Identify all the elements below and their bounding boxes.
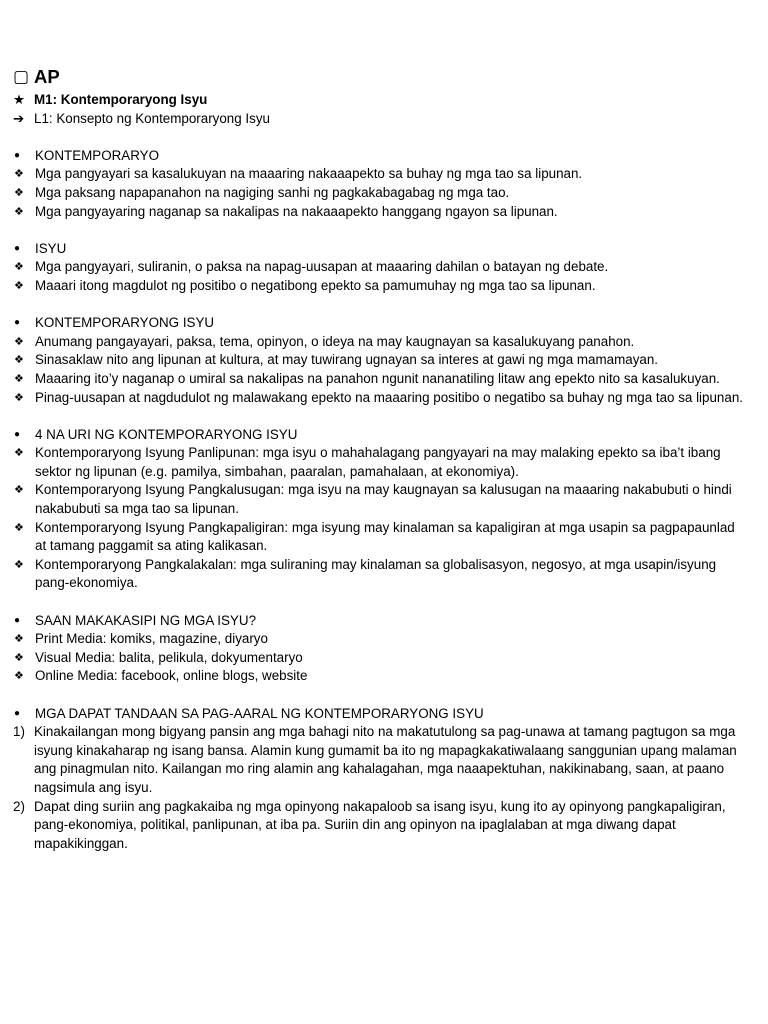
module-title: M1: Kontemporaryong Isyu bbox=[34, 92, 208, 107]
list-item-text: Kontemporaryong Isyung Pangkalusugan: mga isyu na may kaugnayan sa kalusugan na maaaring nakabubuti o hindi nakabubuti sa mga tao sa lipunan. bbox=[35, 482, 736, 517]
document-title: AP bbox=[34, 66, 60, 87]
list-item-text: Maaari itong magdulot ng positibo o negatibong epekto sa pamumuhay ng mga tao sa lipunan. bbox=[35, 277, 596, 293]
diamond-bullet-icon: ❖ bbox=[14, 261, 24, 274]
list-item bbox=[13, 184, 748, 203]
bullet-icon: ● bbox=[14, 428, 21, 440]
diamond-bullet-icon: ❖ bbox=[14, 186, 24, 199]
list-item bbox=[13, 649, 748, 668]
numbered-item bbox=[13, 723, 748, 797]
diamond-bullet-icon: ❖ bbox=[14, 670, 24, 683]
section-isyu bbox=[13, 240, 748, 296]
section-heading-row bbox=[13, 426, 748, 445]
list-item-text: Kontemporaryong Isyung Pangkapaligiran: mga isyung may kinalaman sa kapaligiran at mga usapin sa pagpapaunlad at tamang paggamit sa ating kalikasan. bbox=[35, 519, 739, 554]
section-heading: 4 NA URI NG KONTEMPORARYONG ISYU bbox=[35, 426, 298, 442]
section-heading: KONTEMPORARYO bbox=[35, 147, 160, 163]
star-icon: ★ bbox=[13, 92, 26, 107]
diamond-bullet-icon: ❖ bbox=[14, 168, 24, 181]
list-item bbox=[13, 165, 748, 184]
list-item-text: Visual Media: balita, pelikula, dokyumentaryo bbox=[35, 649, 303, 665]
diamond-bullet-icon: ❖ bbox=[14, 484, 24, 497]
diamond-bullet-icon: ❖ bbox=[14, 335, 24, 348]
section-heading-row bbox=[13, 240, 748, 259]
section-heading: ISYU bbox=[35, 240, 67, 256]
module-row bbox=[13, 91, 748, 110]
list-item-text: Pinag-uusapan at nagdudulot ng malawakang epekto na maaaring positibo o negatibo sa buhay ng mga tao sa lipunan. bbox=[35, 389, 743, 405]
diamond-bullet-icon: ❖ bbox=[14, 354, 24, 367]
list-item bbox=[13, 258, 748, 277]
diamond-bullet-icon: ❖ bbox=[14, 651, 24, 664]
list-item bbox=[13, 203, 748, 222]
section-kontemporaryong-isyu bbox=[13, 314, 748, 407]
item-number: 1) bbox=[13, 724, 25, 740]
list-item-text: Anumang pangayayari, paksa, tema, opinyon, o ideya na may kaugnayan sa kasalukuyang panahon. bbox=[35, 333, 635, 349]
section-kontemporaryo bbox=[13, 147, 748, 221]
list-item-text: Kontemporaryong Isyung Panlipunan: mga isyu o mahahalagang pangyayari na may malaking epekto sa iba’t ibang sektor ng lipunan (e.g. pamilya, simbahan, paaralan, pamahalaan, at ekonomiya). bbox=[35, 445, 725, 479]
lesson-title: L1: Konsepto ng Kontemporaryong Isyu bbox=[34, 110, 270, 126]
bullet-icon: ● bbox=[14, 317, 21, 329]
list-item-text: Online Media: facebook, online blogs, website bbox=[35, 668, 308, 684]
diamond-bullet-icon: ❖ bbox=[14, 372, 24, 385]
section-dapat-tandaan bbox=[13, 705, 748, 854]
checkbox-icon[interactable]: ▢ bbox=[13, 67, 30, 86]
section-heading-row bbox=[13, 705, 748, 724]
section-heading-row bbox=[13, 314, 748, 333]
list-item bbox=[13, 481, 748, 518]
diamond-bullet-icon: ❖ bbox=[14, 633, 24, 646]
list-item-text: Print Media: komiks, magazine, diyaryo bbox=[35, 631, 268, 647]
numbered-item bbox=[13, 798, 748, 854]
list-item-text: Mga pangyayaring naganap sa nakalipas na nakaaapekto hanggang ngayon sa lipunan. bbox=[35, 203, 558, 219]
list-item bbox=[13, 630, 748, 649]
numbered-item-text: Kinakailangan mong bigyang pansin ang mga bahagi nito na makatutulong sa pag-unawa at tamang pagtugon sa mga isyung kinakaharap ng isang bansa. Alamin kung gumamit ba ito ng mapagkakatiwalaang sanggunian upang malaman ang pinagmulan nito. Kailangan mo ring alamin ang kahalagahan, mga naaapektuhan, nakikinabang, saan, at paano nagsimula ang isyu. bbox=[34, 724, 741, 795]
section-heading: MGA DAPAT TANDAAN SA PAG-AARAL NG KONTEMPORARYONG ISYU bbox=[35, 705, 484, 721]
list-item bbox=[13, 370, 748, 389]
list-item bbox=[13, 389, 748, 408]
list-item bbox=[13, 556, 748, 593]
list-item bbox=[13, 277, 748, 296]
diamond-bullet-icon: ❖ bbox=[14, 558, 24, 571]
list-item bbox=[13, 333, 748, 352]
diamond-bullet-icon: ❖ bbox=[14, 205, 24, 218]
section-uri-ng-isyu bbox=[13, 426, 748, 593]
section-heading: SAAN MAKAKASIPI NG MGA ISYU? bbox=[35, 612, 257, 628]
list-item-text: Mga pangyayari, suliranin, o paksa na napag-uusapan at maaaring dahilan o batayan ng debate. bbox=[35, 259, 609, 275]
section-saan-makakasipi bbox=[13, 612, 748, 686]
bullet-icon: ● bbox=[14, 707, 21, 719]
document-title-row bbox=[13, 66, 748, 88]
diamond-bullet-icon: ❖ bbox=[14, 447, 24, 460]
list-item bbox=[13, 667, 748, 686]
list-item bbox=[13, 444, 748, 481]
bullet-icon: ● bbox=[14, 149, 21, 161]
list-item-text: Sinasaklaw nito ang lipunan at kultura, at may tuwirang ugnayan sa interes at gawi ng mga mamamayan. bbox=[35, 352, 659, 368]
list-item bbox=[13, 351, 748, 370]
section-heading-row bbox=[13, 612, 748, 631]
arrow-right-icon: ➔ bbox=[13, 110, 25, 126]
list-item bbox=[13, 519, 748, 556]
bullet-icon: ● bbox=[14, 242, 21, 254]
bullet-icon: ● bbox=[14, 614, 21, 626]
diamond-bullet-icon: ❖ bbox=[14, 279, 24, 292]
section-heading-row bbox=[13, 147, 748, 166]
section-heading: KONTEMPORARYONG ISYU bbox=[35, 315, 215, 331]
diamond-bullet-icon: ❖ bbox=[14, 391, 24, 404]
list-item-text: Kontemporaryong Pangkalakalan: mga suliraning may kinalaman sa globalisasyon, negosyo, at mga usapin/isyung pang-ekonomiya. bbox=[35, 556, 720, 591]
lesson-row bbox=[13, 110, 748, 129]
numbered-item-text: Dapat ding suriin ang pagkakaiba ng mga opinyong nakapaloob sa isang isyu, kung ito ay opinyong pangkapaligiran, pang-ekonomiya, politikal, panlipunan, at iba pa. Suriin din ang opinyon na ipaglalaban at mga diwang dapat mapakikinggan. bbox=[34, 798, 730, 851]
list-item-text: Mga paksang napapanahon na nagiging sanhi ng pagkakabagabag ng mga tao. bbox=[35, 184, 510, 200]
diamond-bullet-icon: ❖ bbox=[14, 521, 24, 534]
list-item-text: Mga pangyayari sa kasalukuyan na maaaring nakaaapekto sa buhay ng mga tao sa lipunan. bbox=[35, 166, 583, 182]
item-number: 2) bbox=[13, 798, 25, 814]
list-item-text: Maaaring ito’y naganap o umiral sa nakalipas na panahon ngunit nananatiling litaw ang epekto nito sa kasalukuyan. bbox=[35, 370, 720, 386]
